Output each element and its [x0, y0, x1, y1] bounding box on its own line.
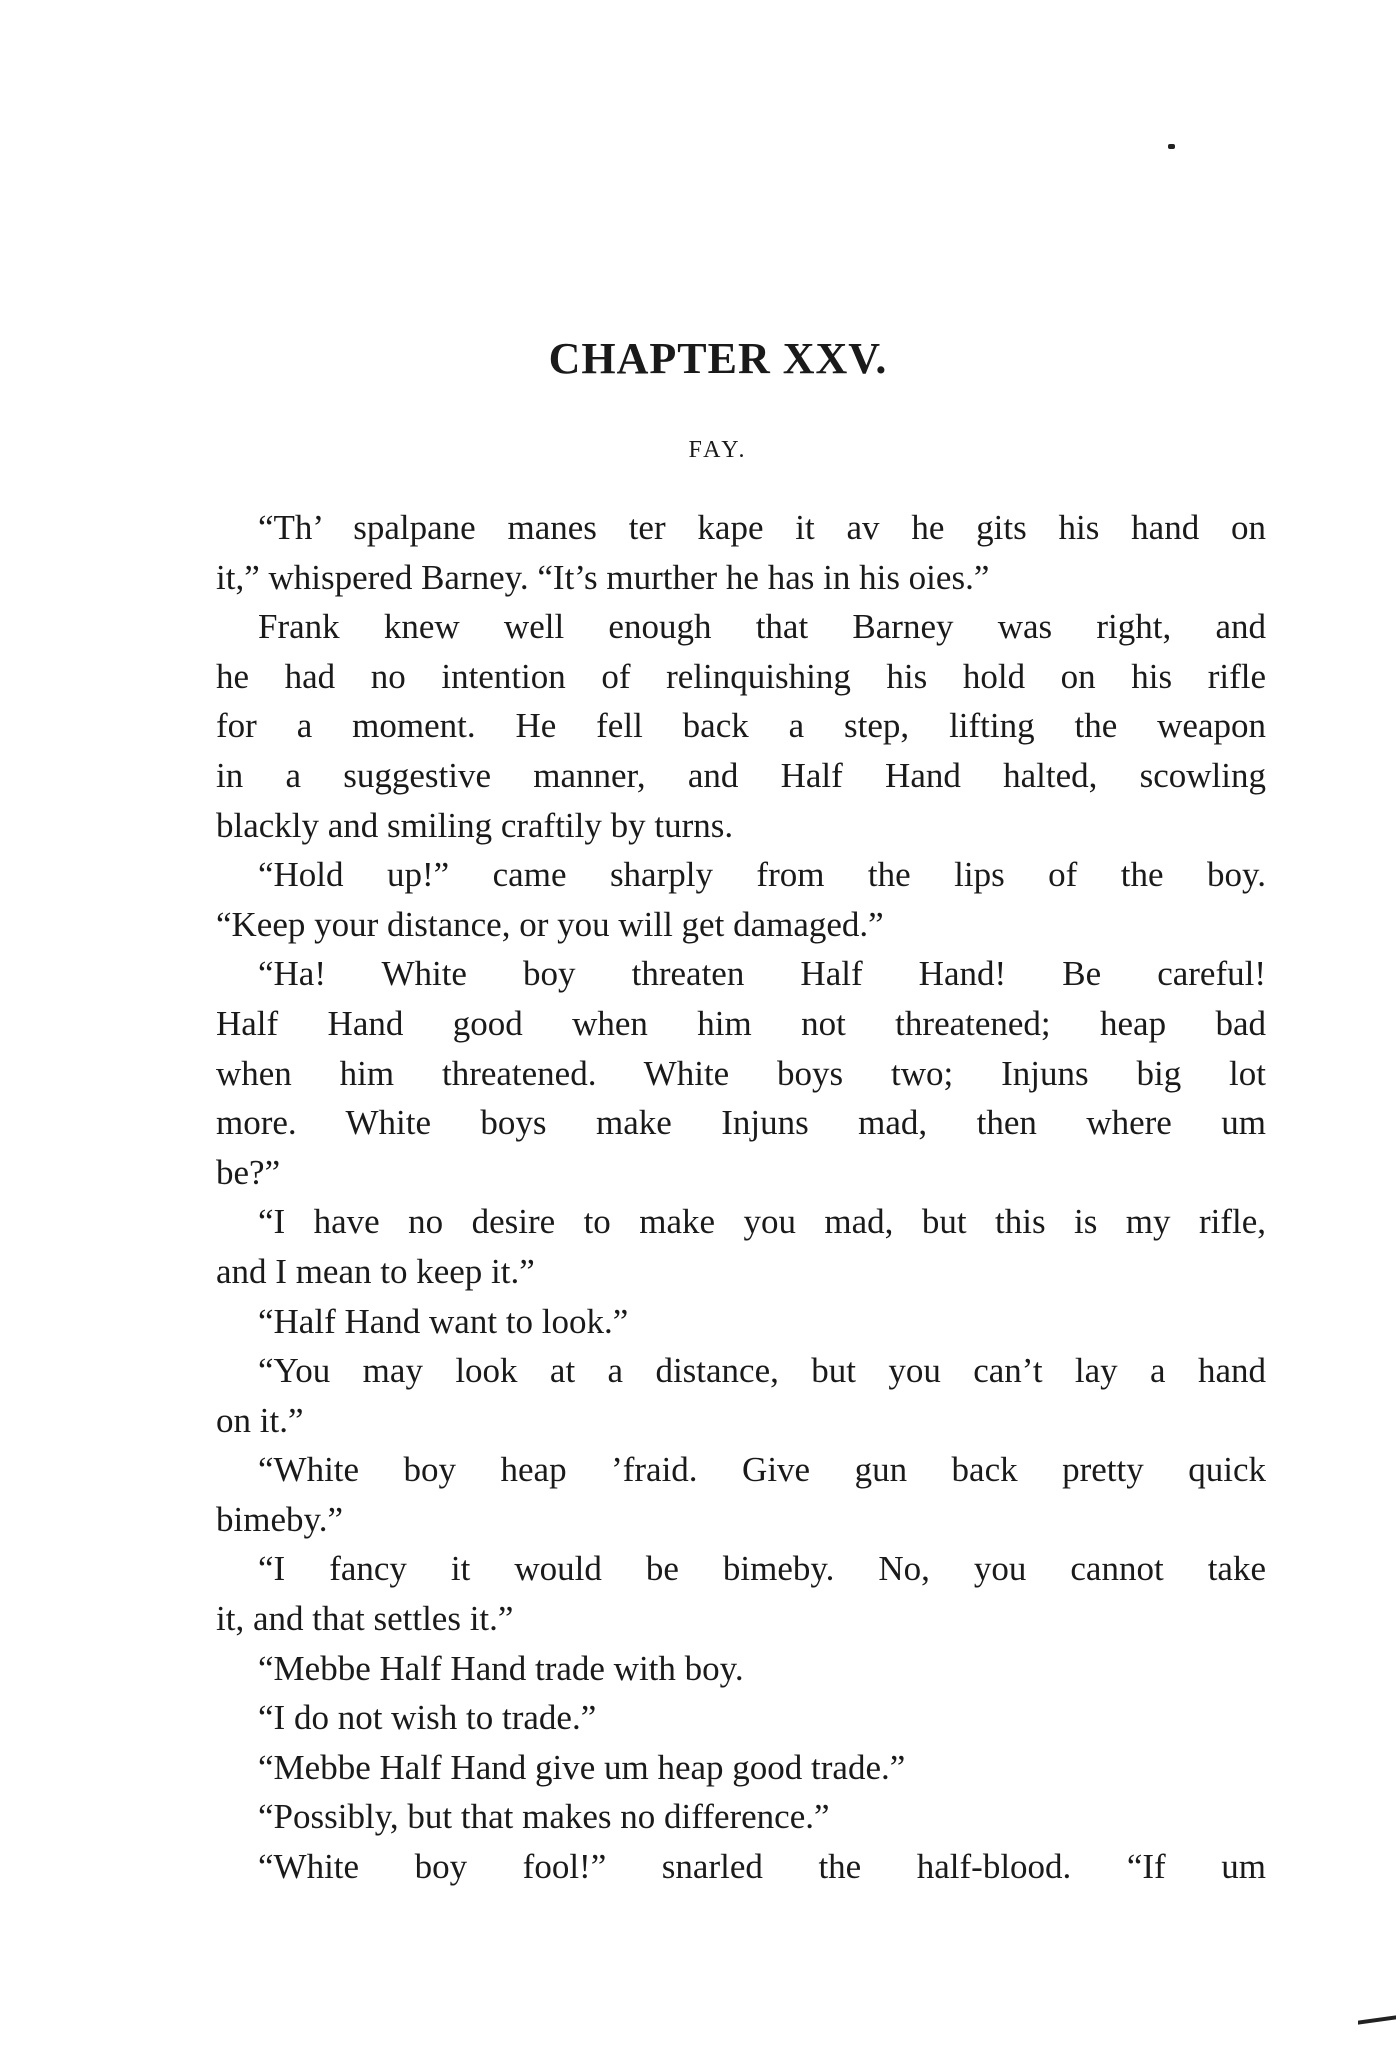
page-edge-mark [1358, 2015, 1396, 2024]
text-line: “Hold up!” came sharply from the lips of the boy. [258, 855, 1266, 895]
text-line: “Half Hand want to look.” [258, 1301, 629, 1341]
text-line: it,” whispered Barney. “It’s murther he has in his oies.” [216, 557, 990, 597]
text-line: on it.” [216, 1400, 304, 1440]
text-line: for a moment. He fell back a step, lifting the weapon [216, 706, 1266, 746]
text-line: more. White boys make Injuns mad, then where um [216, 1103, 1266, 1143]
text-line: “I fancy it would be bimeby. No, you cannot take [258, 1549, 1266, 1589]
text-line: “I have no desire to make you mad, but this is my rifle, [258, 1202, 1266, 1242]
text-line: “You may look at a distance, but you can’t lay a hand [258, 1351, 1266, 1391]
ink-speck [1168, 144, 1175, 149]
text-line: “Mebbe Half Hand trade with boy. [258, 1648, 744, 1688]
text-line: it, and that settles it.” [216, 1599, 514, 1639]
chapter-title: CHAPTER XXV. [548, 334, 888, 383]
text-line: “I do not wish to trade.” [258, 1698, 597, 1738]
text-line: be?” [216, 1152, 281, 1192]
text-line: Half Hand good when him not threatened; heap bad [216, 1003, 1266, 1043]
text-line: “Possibly, but that makes no difference.” [258, 1797, 830, 1837]
text-line: Frank knew well enough that Barney was right, and [258, 607, 1266, 647]
text-line: “White boy fool!” snarled the half-blood. “If um [258, 1847, 1266, 1887]
text-line: bimeby.” [216, 1499, 343, 1539]
text-line: “Mebbe Half Hand give um heap good trade.” [258, 1747, 906, 1787]
text-line: when him threatened. White boys two; Injuns big lot [216, 1053, 1266, 1093]
chapter-subtitle: FAY. [688, 437, 748, 463]
text-line: “Ha! White boy threaten Half Hand! Be careful! [258, 954, 1266, 994]
text-line: “Th’ spalpane manes ter kape it av he gits his hand on [258, 508, 1266, 547]
text-line: and I mean to keep it.” [216, 1251, 535, 1291]
body-text [216, 503, 1266, 1892]
text-line: blackly and smiling craftily by turns. [216, 805, 734, 845]
text-line: he had no intention of relinquishing his hold on his rifle [216, 656, 1266, 696]
text-line: in a suggestive manner, and Half Hand halted, scowling [216, 755, 1266, 795]
text-line: “White boy heap ’fraid. Give gun back pretty quick [258, 1450, 1266, 1490]
text-line: “Keep your distance, or you will get damaged.” [216, 904, 884, 944]
